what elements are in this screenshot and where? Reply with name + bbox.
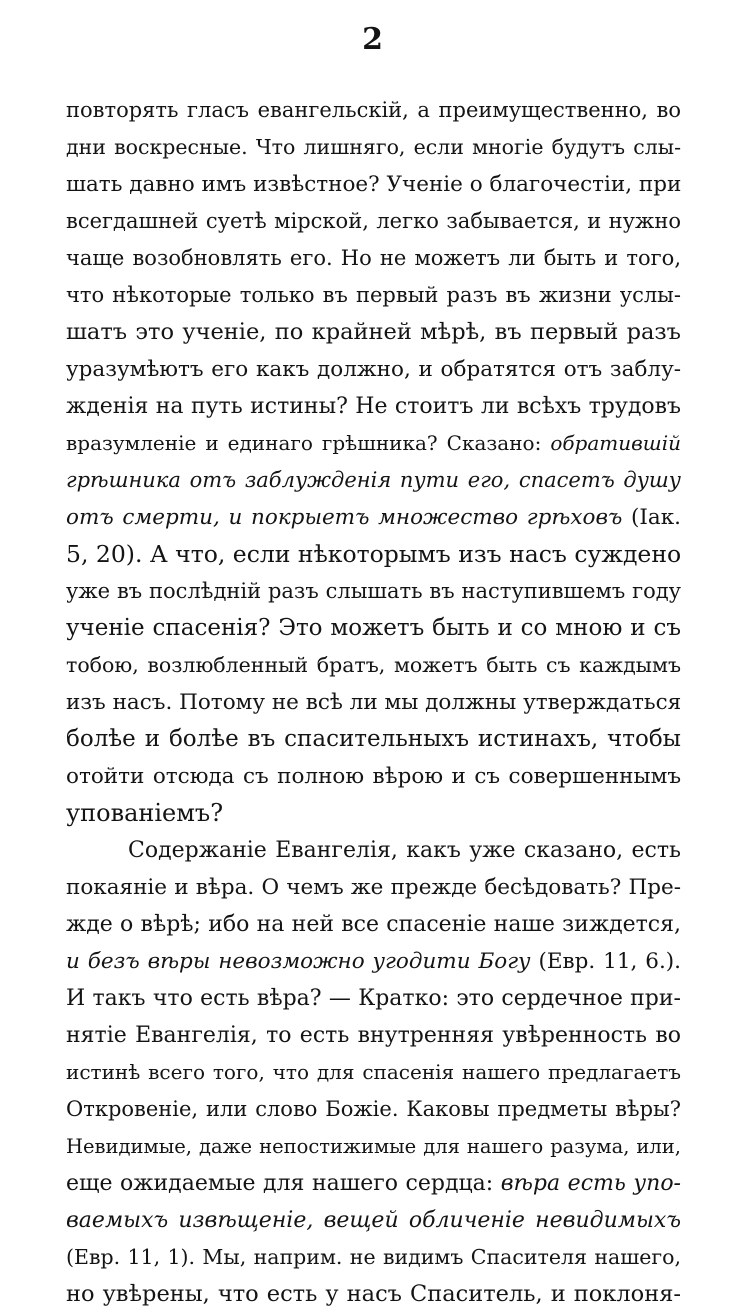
italic-quote: обратившій [550,431,681,455]
text-line: изъ насъ. Потому не всѣ ли мы должны утверждаться [66,690,681,715]
text-line: дни воскресные. Что лишняго, если многіе будутъ слы- [66,135,681,159]
text-line: И такъ что есть вѣра? — Кратко: это сердечное при- [66,986,681,1011]
text-line: жде о вѣрѣ; ибо на ней все спасеніе наше зиждется, [66,912,681,937]
scripture-reference: (Евр. 11, 6.). [530,949,681,974]
text-line: болѣе и болѣе въ спасительныхъ истинахъ, чтобы [66,726,681,752]
paragraph-start-line: Содержаніе Евангелія, какъ уже сказано, есть [128,838,681,863]
text-line: Откровеніе, или слово Божіе. Каковы предметы вѣры? [66,1097,681,1121]
text-line: что нѣкоторые только въ первый разъ въ жизни услы- [66,283,681,307]
italic-quote: вѣра есть упо- [500,1171,681,1196]
italic-quote: ваемыхъ извѣщеніе, вещей обличеніе невидимыхъ [66,1208,681,1233]
text-line: 5, 20). А что, если нѣкоторымъ изъ насъ суждено [66,540,681,568]
text-line: всегдашней суетѣ мірской, легко забывается, и нужно [66,209,681,233]
page-number: 2 [362,22,383,57]
text-line: шать давно имъ извѣстное? Ученіе о благочестіи, при [66,172,681,197]
text-line: чаще возобновлять его. Но не можетъ ли быть и того, [66,246,681,270]
text-line: шатъ это ученіе, по крайней мѣрѣ, въ первый разъ [66,319,681,345]
italic-quote: грѣшника отъ заблужденія пути его, спасетъ душу [66,468,681,492]
text-line [66,943,681,980]
text-line: упованіемъ? [66,799,224,827]
text-line: (Евр. 11, 1). Мы, наприм. не видимъ Спасителя нашего, [66,1245,681,1269]
text-line: покаяніе и вѣра. О чемъ же прежде бесѣдовать? Пре- [66,875,681,900]
text-line: ученіе спасенія? Это можетъ быть и со мною и съ [66,615,681,641]
text-span: вразумленіе и единаго грѣшника? Сказано: [66,431,551,455]
text-line: но увѣрены, что есть у насъ Спаситель, и поклоня- [66,1281,681,1307]
text-line: жденія на путь истины? Не стоитъ ли всѣхъ трудовъ [66,394,681,419]
text-line [66,1202,681,1239]
text-line [66,499,681,536]
italic-quote: и безъ вѣры невозможно угодити Богу [66,949,531,974]
text-line [66,425,681,462]
text-line: уже въ послѣдній разъ слышать въ наступившемъ году [66,579,681,603]
text-line: тобою, возлюбленный братъ, можетъ быть съ каждымъ [66,653,681,677]
text-line: нятіе Евангелія, то есть внутренняя увѣренность во [66,1023,681,1048]
text-span: еще ожидаемые для нашего сердца: [66,1171,501,1196]
body-text [66,92,681,1313]
text-line: повторять гласъ евангельскій, а преимущественно, во [66,98,681,122]
scripture-reference: (Iак. [622,505,681,530]
text-line: истинѣ всего того, что для спасенія нашего предлагаетъ [66,1060,681,1084]
text-line: отойти отсюда съ полною вѣрою и съ совершеннымъ [66,764,681,789]
text-line [66,1165,681,1202]
italic-quote: отъ смерти, и покрыетъ множество грѣховъ [66,505,623,530]
text-line: Невидимые, даже непостижимые для нашего разума, или, [66,1135,681,1158]
text-line [66,462,681,499]
text-line: уразумѣютъ его какъ должно, и обратятся отъ заблу- [66,357,681,382]
